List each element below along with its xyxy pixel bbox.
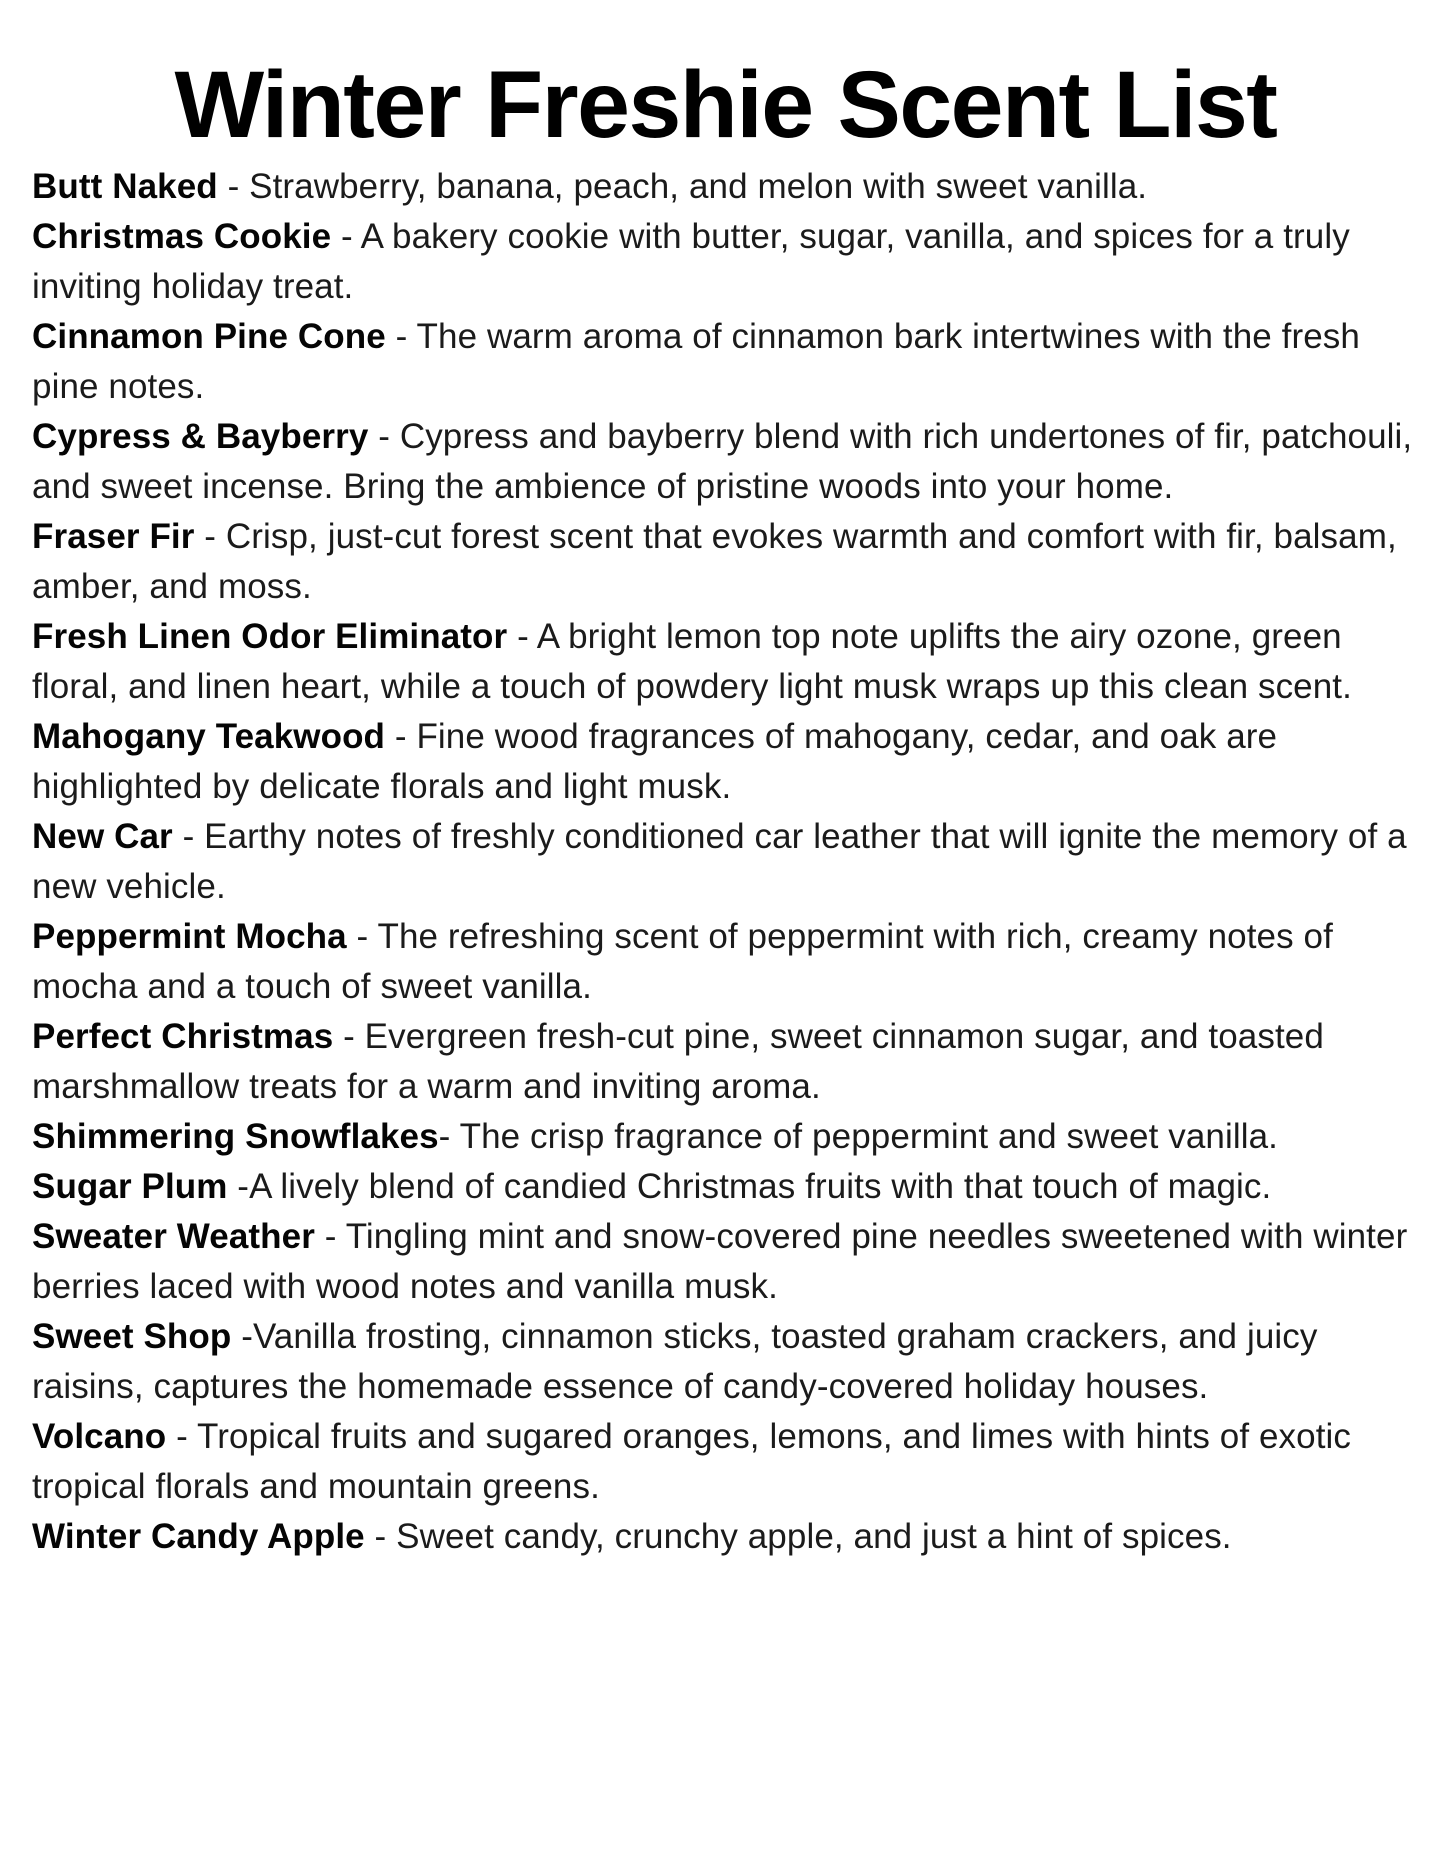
scent-description: - A bright lemon top note uplifts the airy ozone, green floral, and linen heart, while a touch of powdery light musk wraps up this clean scent. bbox=[32, 617, 1352, 706]
scent-name: Fraser Fir bbox=[32, 517, 195, 556]
scent-entry bbox=[32, 1112, 1419, 1162]
scent-description: -Vanilla frosting, cinnamon sticks, toasted graham crackers, and juicy raisins, captures the homemade essence of candy-covered holiday houses. bbox=[32, 1317, 1318, 1406]
scent-name: Shimmering Snowflakes bbox=[32, 1117, 439, 1156]
scent-name: Fresh Linen Odor Eliminator bbox=[32, 617, 508, 656]
scent-description: - Evergreen fresh-cut pine, sweet cinnamon sugar, and toasted marshmallow treats for a warm and inviting aroma. bbox=[32, 1017, 1324, 1106]
scent-entry bbox=[32, 812, 1419, 912]
scent-description: - Tingling mint and snow-covered pine needles sweetened with winter berries laced with wood notes and vanilla musk. bbox=[32, 1217, 1408, 1306]
scent-entry bbox=[32, 1312, 1419, 1412]
scent-entry bbox=[32, 162, 1419, 212]
scent-description: - Crisp, just-cut forest scent that evokes warmth and comfort with fir, balsam, amber, and moss. bbox=[32, 517, 1397, 606]
scent-entry bbox=[32, 612, 1419, 712]
scent-entry bbox=[32, 1212, 1419, 1312]
scent-description: - The refreshing scent of peppermint with rich, creamy notes of mocha and a touch of sweet vanilla. bbox=[32, 917, 1333, 1006]
scent-description: - Earthy notes of freshly conditioned car leather that will ignite the memory of a new vehicle. bbox=[32, 817, 1407, 906]
scent-description: - Sweet candy, crunchy apple, and just a hint of spices. bbox=[364, 1517, 1232, 1556]
scent-entry bbox=[32, 1412, 1419, 1512]
scent-description: - The warm aroma of cinnamon bark intertwines with the fresh pine notes. bbox=[32, 317, 1360, 406]
page-title: Winter Freshie Scent List bbox=[174, 52, 1277, 158]
scent-description: - Fine wood fragrances of mahogany, cedar, and oak are highlighted by delicate florals and light musk. bbox=[32, 717, 1278, 806]
scent-entry bbox=[32, 512, 1419, 612]
scent-entry bbox=[32, 1012, 1419, 1112]
scent-name: Winter Candy Apple bbox=[32, 1517, 365, 1556]
scent-entry bbox=[32, 412, 1419, 512]
scent-entry bbox=[32, 912, 1419, 1012]
scent-name: Volcano bbox=[32, 1417, 167, 1456]
scent-entry bbox=[32, 712, 1419, 812]
scent-entry bbox=[32, 1512, 1419, 1562]
scent-name: Cypress & Bayberry bbox=[32, 417, 369, 456]
scent-description: - Cypress and bayberry blend with rich undertones of fir, patchouli, and sweet incense. Bring the ambience of pristine woods into your home. bbox=[32, 417, 1413, 506]
scent-list bbox=[32, 162, 1419, 1562]
scent-description: - A bakery cookie with butter, sugar, vanilla, and spices for a truly inviting holiday treat. bbox=[32, 217, 1350, 306]
scent-entry bbox=[32, 312, 1419, 412]
scent-name: New Car bbox=[32, 817, 173, 856]
scent-description: - The crisp fragrance of peppermint and sweet vanilla. bbox=[438, 1117, 1279, 1156]
scent-description: -A lively blend of candied Christmas fruits with that touch of magic. bbox=[227, 1167, 1272, 1206]
scent-entry bbox=[32, 212, 1419, 312]
scent-name: Sweet Shop bbox=[32, 1317, 232, 1356]
scent-description: - Tropical fruits and sugared oranges, lemons, and limes with hints of exotic tropical florals and mountain greens. bbox=[32, 1417, 1352, 1506]
scent-description: - Strawberry, banana, peach, and melon with sweet vanilla. bbox=[217, 167, 1148, 206]
scent-name: Sweater Weather bbox=[32, 1217, 315, 1256]
scent-name: Mahogany Teakwood bbox=[32, 717, 386, 756]
scent-name: Butt Naked bbox=[32, 167, 218, 206]
scent-name: Peppermint Mocha bbox=[32, 917, 347, 956]
scent-name: Christmas Cookie bbox=[32, 217, 332, 256]
scent-name: Perfect Christmas bbox=[32, 1017, 334, 1056]
scent-name: Sugar Plum bbox=[32, 1167, 228, 1206]
scent-entry bbox=[32, 1162, 1419, 1212]
scent-name: Cinnamon Pine Cone bbox=[32, 317, 386, 356]
